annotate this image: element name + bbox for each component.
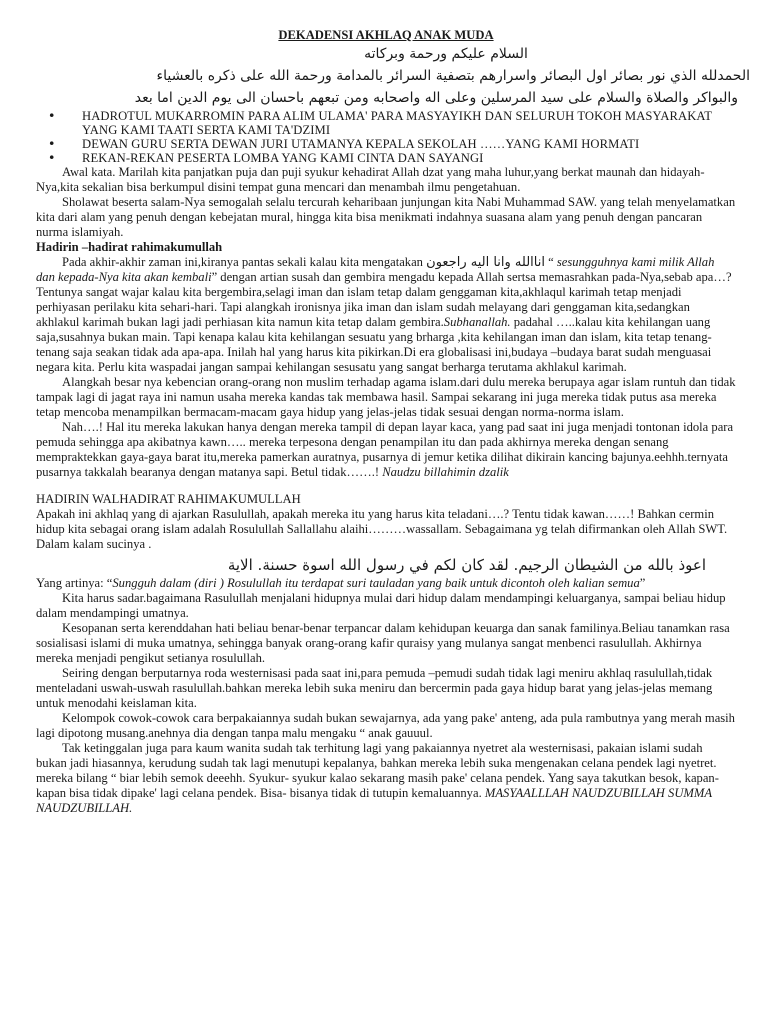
paragraph-sadar: Kita harus sadar.bagaimana Rasulullah menjalani hidupnya mulai dari hidup dalam mendampingi keluarganya, sampai beliau hidup dalam mendampingi umatnya. bbox=[36, 591, 726, 620]
paragraph-akhir-zaman bbox=[36, 255, 736, 375]
paragraph-sholawat: Sholawat beserta salam-Nya semogalah selalu tercurah keharibaan junjungan kita Nabi Muhammad SAW. yang telah menyelamatkan kita dari alam yang penuh dengan kebejatan mural, hingga kita bisa menikmati indahnya suasana alam yang penuh dengan pancaran nurma islamiyah. bbox=[36, 195, 736, 239]
paragraph-teladan: Apakah ini akhlaq yang di ajarkan Rasulullah, apakah mereka itu yang harus kita teladani….? Tentu tidak kawan……! Bahkan cermin hidup kita sebagai orang islam adalah Rosulullah Sallallahu alaihi………wassallam. Sebagaimana yg telah difirmankan oleh Allah SWT. Dalam kalam sucinya . bbox=[36, 507, 728, 551]
subhanallah-text: Subhanallah. bbox=[443, 315, 511, 329]
paragraph-layar-kaca bbox=[36, 420, 736, 480]
document-title: DEKADENSI AKHLAQ ANAK MUDA bbox=[278, 28, 494, 42]
arabic-salam: السلام عليكم ورحمة وبركاته bbox=[364, 46, 528, 62]
text-run: padahal …..kalau kita kehilangan uang saja,susahnya bukan main. Tapi kenapa kalau kita kehilangan sesuatu yang brharga ,kita kehilangan iman dan islam, kita tetap tenang-tenang saja seakan tidak ada apa-apa. Inilah hal yang harus kita pikirkan.Di era globalisasi ini,budaya –budaya barat sudah menguasai negara kita. Perlu kita waspadai jangan sampai kehilangan sesusatu yang sangat berharga terutama akhlakul karimah. bbox=[36, 315, 712, 374]
greeting-item: • REKAN-REKAN PESERTA LOMBA YANG KAMI CINTA DAN SAYANGI bbox=[48, 151, 736, 165]
paragraph-opening: Awal kata. Marilah kita panjatkan puja dan puji syukur kehadirat Allah dzat yang maha luhur,yang berkat maunah dan hidayah-Nya,kita sekalian bisa berkumpul disini tempat guna mencari dan menambah ilmu pengetahuan. bbox=[36, 165, 705, 194]
naudzu-billahi-text: Naudzu billahimin dzalik bbox=[382, 465, 509, 479]
text-run: Tak ketinggalan juga para kaum wanita sudah tak terhitung lagi yang pakaiannya nyetret ala westernisasi, pakaian islami sudah bukan jadi hiasannya, kerudung sudah tak lagi menutupi kepalanya, bahkan mereka lebih suka mengenakan celana pendek lagi nyetret. mereka bilang “ biar lebih semok deeehh. Syukur- syukur kalao sekarang masih pake' celana pendek. Yang saya takutkan besok, kapan-kapan bisa tidak dipake' lagi celana pendek. Bisa- bisanya tidak di tutupin kemaluannya. bbox=[36, 741, 719, 800]
greeting-list bbox=[48, 109, 736, 165]
arabic-ayat: اعوذ بالله من الشيطان الرجيم. لقد كان لكم في رسول الله اسوة حسنة. الاية bbox=[227, 556, 706, 574]
spacer bbox=[36, 480, 736, 492]
quote-close: ” bbox=[639, 576, 646, 590]
heading-hadirin-walhadirat: HADIRIN WALHADIRAT RAHIMAKUMULLAH bbox=[36, 492, 301, 506]
document-page bbox=[36, 28, 750, 816]
arabic-istirja: اناالله وانا اليه راجعون bbox=[426, 255, 545, 270]
quote-open: “ bbox=[544, 255, 554, 269]
text-run: Nah….! Hal itu mereka lakukan hanya dengan mereka tampil di depan layar kaca, yang pad saat ini juga menjadi tontonan idola para pemuda sehingga apa akibatnya kawn….. mereka terpesona dengan penampilan itu dan pada akhirnya mereka dengan senang mempraktekkan gaya-gaya barat itu,mereka pamerkan auratnya, pusarnya di jemur ketika dilihat dikirain kancing bajunya.eehhh.ternyata pusarnya takkalah bearanya dengan matanya sapi. Betul tidak…….! bbox=[36, 420, 734, 479]
istirja-translation: sesungguhnya kami milik Allah dan kepada-Nya kita akan kembali bbox=[36, 255, 715, 284]
paragraph-westernisasi: Seiring dengan berputarnya roda westernisasi pada saat ini,para pemuda –pemudi sudah tidak lagi meniru akhlaq rasulullah,tidak menteladani uswah-uswah rasulullah.bahkan mereka lebih suka meniru dan bercermin pada gaya hidup barat yang jelas-jelas memang untuk menodahi keislaman kita. bbox=[36, 666, 713, 710]
artinya-translation: Sungguh dalam (diri ) Rosulullah itu terdapat suri tauladan yang baik untuk dicontoh oleh kalian semua bbox=[112, 576, 640, 590]
greeting-item: • HADROTUL MUKARROMIN PARA ALIM ULAMA' PARA MASYAYIKH DAN SELURUH TOKOH MASYARAKAT YANG KAMI TAATI SERTA KAMI TA'DZIMI bbox=[48, 109, 736, 137]
arabic-hamdalah-line-1: الحمدلله الذي نور بصائر اول البصائر واسرارهم بتصفية السرائر بالمدامة ورحمة الله على ذكره بالعشياء bbox=[156, 68, 750, 84]
heading-hadirin: Hadirin –hadirat rahimakumullah bbox=[36, 240, 223, 254]
text-run: Pada akhir-akhir zaman ini,kiranya pantas sekali kalau kita mengatakan bbox=[62, 255, 423, 269]
paragraph-cowok: Kelompok cowok-cowok cara berpakaiannya sudah bukan sewajarnya, ada yang pake' anteng, ada pula rambutnya yang merah masih lagi dipotong musang.anehnya dia dengan tanpa malu mengaku “ anak gauuul. bbox=[36, 711, 735, 740]
arabic-hamdalah-line-2: والبواكر والصلاة والسلام على سيد المرسلين وعلى اله واصحابه ومن تبعهم باحسان الى يوم الدين اما بعد bbox=[134, 90, 738, 106]
paragraph-kesopanan: Kesopanan serta kerenddahan hati beliau benar-benar terpancar dalam kehidupan keuarga dan sanak familinya.Beliau tanamkan rasa sosialisasi islami di muka umatnya, sehingga banyak orang-orang kafir quraisy yang mulanya sangat menbenci rasulullah. Akhirnya mereka menjadi pengikut setianya rosulullah. bbox=[36, 621, 730, 665]
paragraph-wanita bbox=[36, 741, 736, 816]
paragraph-non-muslim: Alangkah besar nya kebencian orang-orang non muslim terhadap agama islam.dari dulu mereka berupaya agar islam runtuh dan tidak tampak lagi di jagat raya ini namun usaha mereka kandas tak membawa hasil. Sampai sekarang ini juga mereka tidak putus asa mereka tetap mencoba menampilkan bermacam-macam gaya hidup yang jelas-jelas tidak sesuai dengan norma-norma islam. bbox=[36, 375, 736, 419]
greeting-item: • DEWAN GURU SERTA DEWAN JURI UTAMANYA KEPALA SEKOLAH ……YANG KAMI HORMATI bbox=[48, 137, 736, 151]
closing-exclamation: MASYAALLLAH NAUDZUBILLAH SUMMA NAUDZUBILLAH. bbox=[36, 786, 712, 815]
text-run: ” dengan artian susah dan gembira mengadu kepada Allah sertsa memasrahkan pada-Nya,sebab apa…? Tentunya sangat wajar kalau kita bergembira,selagi iman dan islam tetap dalam genggaman kita,akhlaqul karimah tetap menjadi perhiyasan perilaku kita sehari-hari. Tapi alangkah ironisnya jika iman dan islam sudah melayang dari genggaman kita,sedangkan akhlakul karimah bukan lagi jadi perhiasan kita namun kita tetap dalam gembira. bbox=[36, 270, 732, 329]
paragraph-artinya bbox=[36, 576, 736, 591]
artinya-label: Yang artinya: “ bbox=[36, 576, 113, 590]
